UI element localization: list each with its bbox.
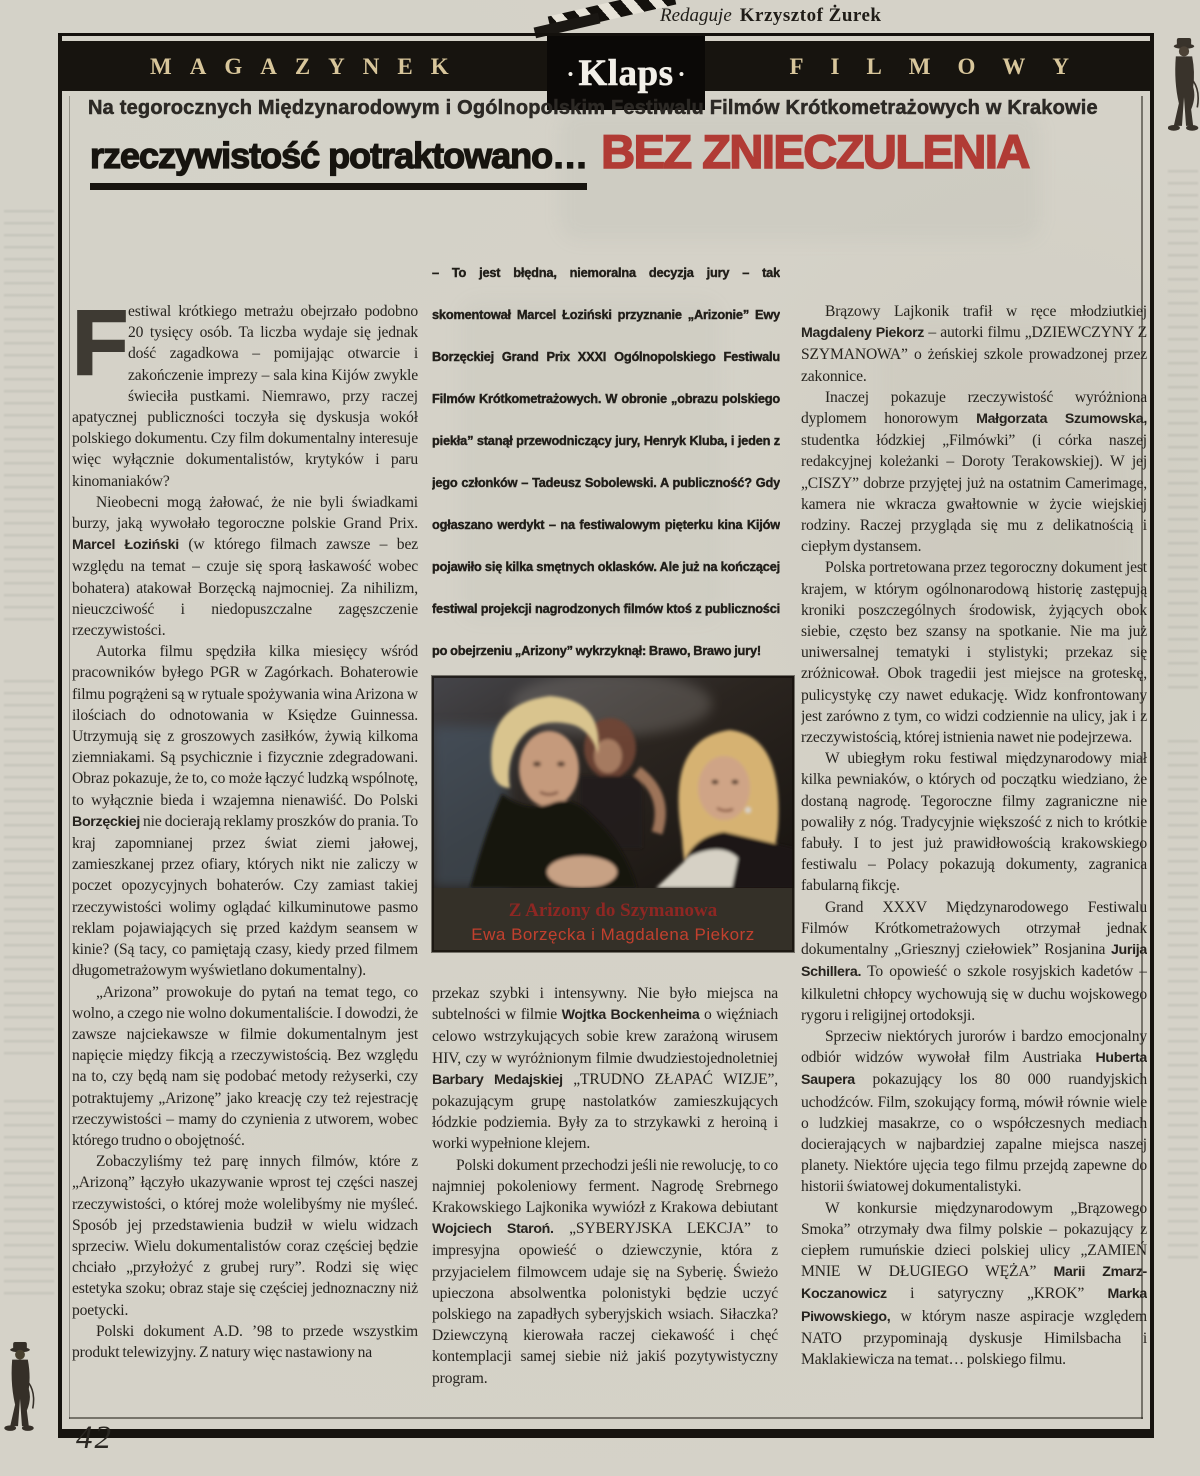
- chaplin-figure-icon: [3, 1340, 37, 1434]
- editor-name: Krzysztof Żurek: [739, 5, 882, 26]
- photo-block: [432, 676, 794, 952]
- bold-name: Barbary Medajskiej: [432, 1071, 563, 1088]
- paragraph: Sprzeciw niektórych jurorów i bardzo emocjonalny odbiór widzów wywołał film Austriaka Huberta Saupera pokazujący los 80 000 ruandyjskich uchodźców. Film, szokujący formą, mówił równie wiele o ludzkiej masakrze, co o współczesnych mediach docierających w najbardziej zapalne miejsca naszej planety. Niektóre ujęcia tego filmu przejdą zapewne do historii światowej dokumentalistyki.: [801, 1027, 1147, 1196]
- paragraph: W ubiegłym roku festiwal międzynarodowy miał kilka pewniaków, o których od początku wiedziano, że dostaną nagrodę. Tegoroczne filmy zagraniczne nie powaliły z nóg. Tradycyjnie większość z nich to krótkie fabuły. I to jest już prawidłowością krakowskiego festiwalu – Polacy pokazują dokumenty, zagranica fabularną fikcję.: [801, 750, 1147, 895]
- bold-name: Huberta Saupera: [801, 1050, 1147, 1089]
- bold-name: Wojciech Staroń.: [432, 1221, 554, 1238]
- bold-name: Borzęckiej: [72, 813, 140, 830]
- festival-photo: [432, 676, 794, 952]
- kicker-headline: Na tegorocznych Międzynarodowym i Ogólnopolskim Festiwalu Filmów Krótkometrażowych w Krakowie: [88, 97, 1098, 119]
- bleed-through-left-3: [4, 1100, 54, 1300]
- paragraph: Inaczej pokazuje rzeczywistość wyróżniona dyplomem honorowym Małgorzata Szumowska, studentka łódzkiej „Filmówki” (i córka naszej redakcyjnej koleżanki – Doroty Terakowskiej). W jej „CISZY” dobrze przyjętej już na ostatnim Camerimage, kamera nie wkracza gwałtownie w życie wiejskiej rodziny. Raczej przygląda się mu z delikatnością i ciepłym dystansem.: [801, 388, 1147, 556]
- article-column-2: [432, 252, 780, 1412]
- bold-name: Jurija Schillera.: [801, 942, 1147, 981]
- bold-name: Małgorzata Szumowska,: [976, 411, 1147, 428]
- bleed-through-right-2: [1168, 740, 1198, 1260]
- paragraph: Autorka filmu spędziła kilka miesięcy wśród pracowników byłego PGR w Zagórkach. Bohaterowie filmu pogrążeni są w rytuale spożywania wina Arizona w ilościach do odnotowania w Księdze Guinnessa. Utrzymują się z groszowych zasiłków, żywią kilkoma ziemniakami. Są psychicznie i fizycznie zdegradowani. Obraz pokazuje, że to, co może łączyć ludzką wspólnotę, to wyłącznie bieda i wzajemna nienawiść. Do Polski Borzęckiej nie docierają reklamy proszków do prania. To kraj zapomnianej przez świat ziemi jałowej, zamieszkanej przez ofiary, których nikt nie zaliczy w poczet opozycyjnych bohaterów. Czy zamiast takiej rzeczywistości wolimy oglądać kilkuminutowe pasmo reklam pojawiających się przed każdym seansem w kinie? (Są tacy, co pamiętają czasy, kiedy przed filmem długometrażowym wyświetlano dokumentalny).: [72, 643, 418, 980]
- paragraph: Grand XXXV Międzynarodowego Festiwalu Filmów Krótkometrażowych otrzymał jednak dokumentalny „Griesznyj cziełowiek” Rosjanina Jurija Schillera. To opowieść o szkole rosyjskich kadetów – kilkuletni chłopcy wychowują się w duchu wojskowego rygoru i religijnej ortodoksji.: [801, 898, 1147, 1024]
- bold-name: Marii Zmarz-Koczanowicz: [801, 1264, 1147, 1303]
- article-column-2-text: [432, 983, 778, 1395]
- bullet-icon: •: [678, 65, 685, 84]
- bullet-icon: •: [567, 65, 574, 84]
- paragraph: Festiwal krótkiego metrażu obejrzało podobno 20 tysięcy osób. Ta liczba wydaje się jednak dość zagadkowa – pomijając otwarcie i zakończenie imprezy – sala kina Kijów zwykle świeciła pustkami. Niemrawo, przy raczej apatycznej publiczności toczyła się dyskusja wokół polskiego dokumentu. Czy film dokumentalny interesuje więc wyłącznie dokumentalistów, krytyków i paru kinomaniaków?: [72, 301, 418, 490]
- bold-name: Marka Piwowskiego,: [801, 1286, 1147, 1325]
- paragraph: Brązowy Lajkonik trafił w ręce młodziutkiej Magdaleny Piekorz – autorki filmu „DZIEWCZYNY Z SZYMANOWA” o żeńskiej szkole prowadzonej przez zakonnice.: [801, 303, 1147, 385]
- masthead-left-title: MAGAZYNEK: [150, 54, 467, 79]
- editor-credit: [660, 5, 881, 27]
- paragraph: przekaz szybki i intensywny. Nie było miejsca na subtelności w filmie Wojtka Bockenheima o więźniach celowo wstrzykujących sobie krew zarażoną wirusem HIV, czy w wyróżnionym filmie dwudziestojednoletniej Barbary Medajskiej „TRUDNO ZŁAPAĆ WIZJE”, pokazującym grupę nastolatków zamieszkujących łódzkie podziemia. Były za to strzykawki z heroiną i worki wypełnione klejem.: [432, 985, 778, 1153]
- bleed-through-left-2: [4, 680, 54, 1060]
- paragraph: Polska portretowana przez tegoroczny dokument jest krajem, w którym ogólnonarodową historię zastępują kroniki poszczególnych środowisk, żyjących obok siebie, często bez szansy na spotkanie. Nie ma już uniwersalnej tematyki i stylistyki; przekaz się zróżnicował. Obok tragedii jest miejsce na groteskę, pulicystykę czy nawet edukację. Widz konfrontowany jest zarówno z tym, co widzi codziennie na ulicy, jak i z rzeczywistością, której istnienia nawet nie podejrzewa.: [801, 559, 1147, 747]
- masthead-right-title: FILMOWY: [789, 54, 1096, 79]
- paragraph: „Arizona” prowokuje do pytań na temat tego, co wolno, a czego nie wolno dokumentaliście. I dowodzi, że zawsze najciekawsze w filmie dokumentalnym jest napięcie między fikcją a rzeczywistością. Bez względu na to, czy będą nam się podobać metody reżyserki, czy potraktujemy „Arizonę” jako kreację czy też rejestrację rzeczywistości – mamy do czynienia z utworem, wobec którego trudno o obojętność.: [72, 983, 418, 1149]
- drop-cap: F: [72, 301, 129, 394]
- frame-inner-line-bottom: [69, 1417, 1143, 1419]
- paragraph: Nieobecni mogą żałować, że nie byli świadkami burzy, jaką wywołało tegoroczne polskie Grand Prix. Marcel Łoziński (w którego filmach zawsze – bez względu na temat – czuje się sporą łaskawość wobec bohatera) atakował Borzęcką najmocniej. Za nihilizm, nieuczciwość i niedopuszczalne zagęszczenie rzeczywistości.: [72, 493, 418, 640]
- bold-name: Marcel Łoziński: [72, 537, 179, 554]
- article-column-3: [801, 301, 1147, 1416]
- bold-name: Wojtka Bockenheima: [561, 1007, 700, 1024]
- bold-name: Magdaleny Piekorz: [801, 325, 925, 342]
- frame-inner-line-left: [69, 96, 70, 1419]
- paragraph: W konkursie międzynarodowym „Brązowego Smoka” otrzymały dwa filmy polskie – pokazujący z ciepłem rumuńskie dzieci polskiej ulicy „ZAMIEŃ MNIE W DŁUGIEGO WĘŻA” Marii Zmarz-Koczanowicz i satyryczny „KROK” Marka Piwowskiego, w którym nasze aspiracje względem NATO przypominają dyskusje Himilsbacha i Maklakiewicza na temat… polskiego filmu.: [801, 1199, 1147, 1368]
- masthead-logo-text: Klaps: [578, 52, 674, 94]
- headline-black-part: rzeczywistość potraktowano…: [90, 135, 587, 190]
- editor-label: Redaguje: [660, 5, 732, 26]
- article-column-1: [72, 301, 418, 1413]
- page-number: 42: [76, 1420, 113, 1456]
- paragraph: Polski dokument A.D. ’98 to przede wszystkim produkt telewizyjny. Z natury więc nastawiony na: [72, 1322, 418, 1361]
- chaplin-figure-icon: [1168, 36, 1200, 134]
- bleed-through-left-1: [4, 210, 54, 630]
- paragraph: Polski dokument przechodzi jeśli nie rewolucję, to co najmniej pokoleniowy ferment. Nagrodę Srebrnego Krakowskiego Lajkonika wywiózł z Krakowa debiutant Wojciech Staroń. „SYBERYJSKA LEKCJA” to impresyjna opowieść o dziewczynie, która z przyjacielem filmowcem udaje się na Syberię. Świeżo upieczona absolwentka polonistyki będzie uczyć polskiego na zapadłych syberyjskich wsiach. Siłaczka? Dziewczyną kierowała raczej ciekawość i chęć kontemplacji samej siebie niż jakiś pozytywistyczny program.: [432, 1156, 778, 1387]
- photo-caption-subtitle: Ewa Borzęcka i Magdalena Piekorz: [471, 925, 755, 944]
- headline-red-part: BEZ ZNIECZULENIA: [601, 125, 1029, 178]
- bleed-through-right-1: [1168, 170, 1198, 690]
- paragraph: Zobaczyliśmy też parę innych filmów, które z „Arizoną” łączyło ukazywanie wprost tej części naszej rzeczywistości, o której może wolelibyśmy nie myśleć. Sposób jej przedstawienia budził w wielu widzach sprzeciw. Wielu dokumentalistów coraz częściej będzie chciało „przyłożyć z grubej rury”. Rodzi się więc estetyka szoku; obraz staje się częściej jednoznaczny niż poetycki.: [72, 1153, 418, 1319]
- intro-quote: – To jest błędna, niemoralna decyzja jury – tak skomentował Marcel Łoziński przyznanie „Arizonie” Ewy Borzęckiej Grand Prix XXXI Ogólnopolskiego Festiwalu Filmów Krótkometrażowych. W obronie „obrazu polskiego piekła” stanął przewodniczący jury, Henryk Kluba, i jeden z jego członków – Tadeusz Sobolewski. A publiczność? Gdy ogłaszano werdykt – na festiwalowym pięterku kina Kijów pojawiło się kilka smętnych oklasków. Ale już na kończącej festiwal projekcji nagrodzonych filmów ktoś z publiczności po obejrzeniu „Arizony” wykrzyknął: Brawo, Brawo jury!: [432, 265, 780, 658]
- photo-caption-title: Z Arizony do Szymanowa: [508, 900, 718, 921]
